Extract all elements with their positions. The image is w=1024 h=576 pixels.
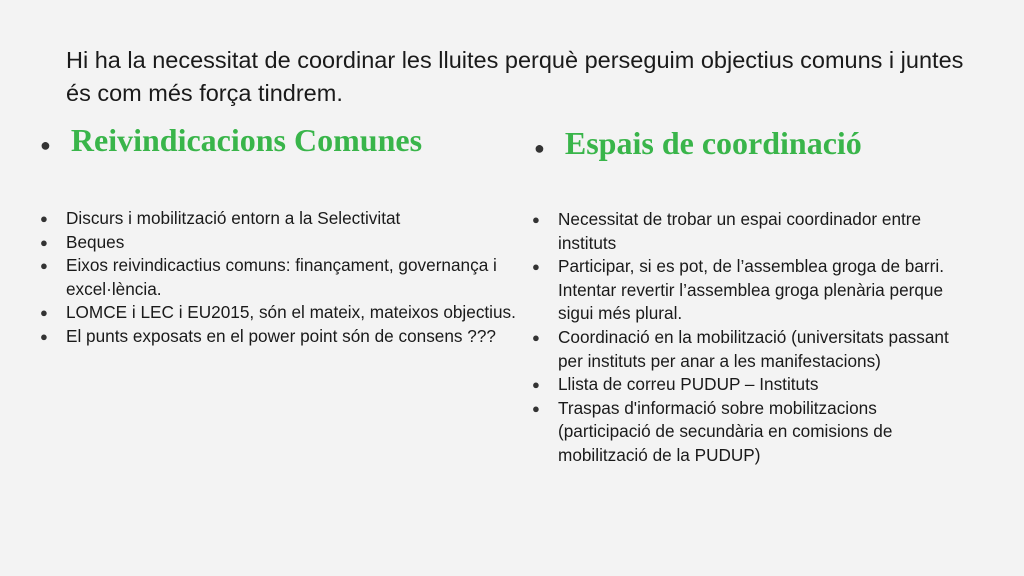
bullet-icon: ● (40, 258, 48, 274)
bullet-icon: ● (40, 328, 48, 344)
list-item-text: Discurs i mobilització entorn a la Selectivitat (66, 208, 401, 228)
heading-bullet-icon: ● (534, 138, 545, 158)
list-item-text: Eixos reivindicactius comuns: finançament, governança i excel·lència. (66, 255, 497, 299)
intro-text: Hi ha la necessitat de coordinar les lluites perquè perseguim objectius comuns i juntes és com més força tindrem. (66, 47, 964, 106)
list-item-text: Participar, si es pot, de l’assemblea groga de barri. Intentar revertir l’assemblea groga plenària perque sigui més plural. (558, 256, 944, 324)
list-item (532, 255, 960, 326)
heading-reivindicacions (40, 122, 422, 159)
reivindicacions-list (40, 207, 530, 349)
bullet-icon: ● (532, 377, 540, 393)
list-item (40, 207, 530, 231)
list-item (40, 301, 530, 325)
heading-reivindicacions-label: Reivindicacions Comunes (70, 122, 423, 158)
espais-list (532, 208, 960, 468)
heading-espais-label: Espais de coordinació (564, 125, 862, 161)
list-item-text: El punts exposats en el power point són de consens ??? (66, 325, 496, 346)
bullet-icon: ● (532, 212, 540, 227)
list-item-text: Beques (66, 231, 125, 252)
list-item-text: Coordinació en la mobilització (universitats passant per instituts per anar a les manifestacions) (558, 326, 949, 371)
bullet-icon: ● (40, 305, 48, 321)
list-item-text: Necessitat de trobar un espai coordinador entre instituts (558, 209, 922, 253)
list-item (532, 397, 960, 468)
list-item (40, 231, 530, 255)
bullet-icon: ● (532, 400, 540, 416)
heading-espais (534, 125, 862, 162)
bullet-icon: ● (532, 329, 540, 345)
bullet-icon: ● (40, 234, 48, 250)
bullet-icon: ● (40, 211, 48, 226)
list-item (40, 325, 530, 349)
list-item-text: Traspas d'informació sobre mobilitzacions (participació de secundària en comisions de mobilització de la PUDUP) (558, 397, 893, 465)
list-item (532, 373, 960, 397)
list-item (532, 326, 960, 373)
list-item (532, 208, 960, 255)
list-item-text: LOMCE i LEC i EU2015, són el mateix, mateixos objectius. (66, 302, 516, 323)
bullet-icon: ● (532, 259, 540, 275)
list-item-text: Llista de correu PUDUP – Instituts (558, 374, 819, 395)
heading-bullet-icon: ● (40, 135, 51, 155)
list-item (40, 254, 530, 301)
